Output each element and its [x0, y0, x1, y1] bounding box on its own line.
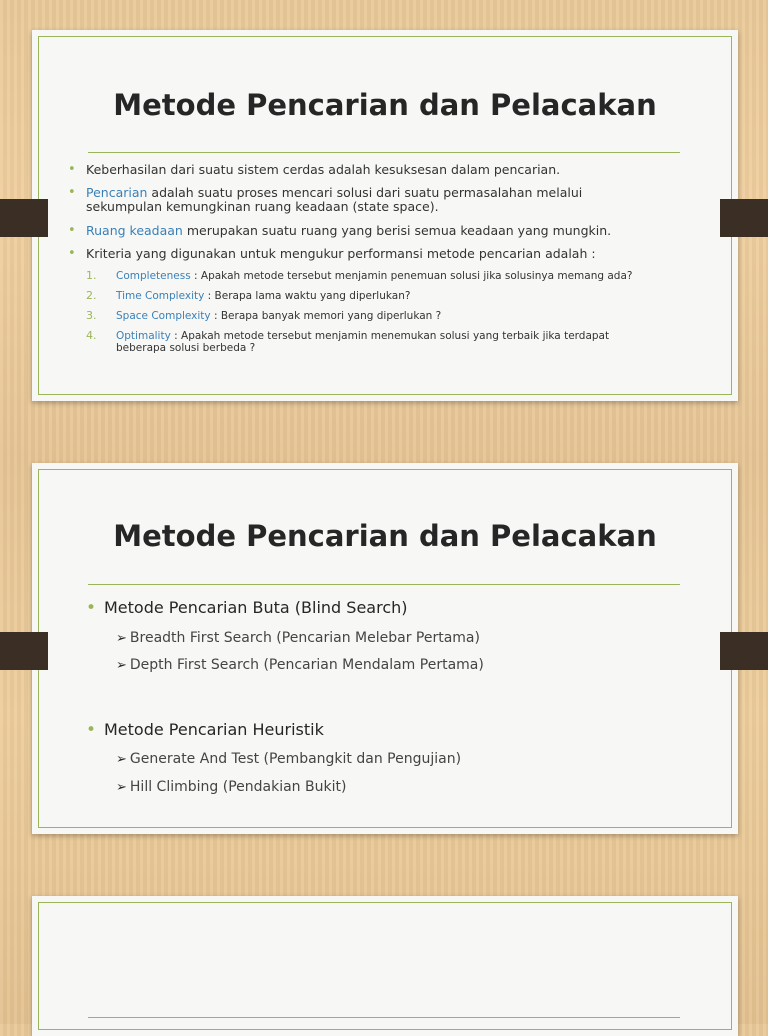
bullet-icon: •: [68, 223, 76, 238]
criteria-text: : Berapa lama waktu yang diperlukan?: [204, 290, 411, 302]
slide-3-frame: [38, 902, 732, 1030]
bullet-icon: •: [68, 162, 76, 177]
criteria-item-1: [86, 269, 642, 282]
group-heading-blind-search: • Metode Pencarian Buta (Blind Search): [86, 598, 408, 618]
criteria-term: Time Complexity: [116, 290, 205, 302]
slide-1-bullet-1: [68, 162, 656, 177]
list-item: ➢ Generate And Test (Pembangkit dan Pengujian): [116, 751, 462, 767]
criteria-term: Optimality: [116, 330, 171, 342]
list-item: ➢ Depth First Search (Pencarian Mendalam Pertama): [116, 657, 484, 673]
bullet-icon: •: [86, 598, 97, 618]
slide-1-title-rule: [88, 152, 680, 153]
criteria-term: Completeness: [116, 270, 191, 282]
criteria-number: 4.: [86, 329, 97, 342]
criteria-text: : Apakah metode tersebut menjamin penemuan solusi jika solusinya memang ada?: [190, 270, 633, 282]
bullet-text: merupakan suatu ruang yang berisi semua keadaan yang mungkin.: [182, 223, 612, 238]
slide-2[interactable]: [32, 463, 738, 834]
slide-2-title-rule: [88, 584, 680, 585]
bullet-text: Keberhasilan dari suatu sistem cerdas adalah kesuksesan dalam pencarian.: [86, 162, 561, 177]
criteria-item-4: [86, 329, 642, 354]
bullet-text: adalah suatu proses mencari solusi dari suatu permasalahan melalui sekumpulan kemungkinan ruang keadaan (state space).: [86, 185, 583, 214]
arrow-bullet-icon: ➢: [116, 752, 127, 767]
binder-clip-right: [720, 199, 768, 237]
slide-3-title-rule: [88, 1017, 680, 1018]
arrow-bullet-icon: ➢: [116, 658, 127, 673]
binder-clip-left: [0, 632, 48, 670]
criteria-item-3: [86, 309, 642, 322]
criteria-number: 1.: [86, 269, 97, 282]
criteria-item-2: [86, 289, 642, 302]
criteria-number: 3.: [86, 309, 97, 322]
slide-2-title: Metode Pencarian dan Pelacakan: [113, 519, 657, 553]
bullet-icon: •: [68, 246, 76, 261]
slide-1[interactable]: [32, 30, 738, 401]
binder-clip-right: [720, 632, 768, 670]
slide-3[interactable]: [32, 896, 738, 1036]
slide-1-bullet-2: [68, 185, 656, 214]
slide-1-title: Metode Pencarian dan Pelacakan: [113, 88, 657, 122]
arrow-bullet-icon: ➢: [116, 631, 127, 646]
bullet-text: Kriteria yang digunakan untuk mengukur performansi metode pencarian adalah :: [86, 246, 596, 261]
highlight-term: Ruang keadaan: [86, 223, 183, 238]
criteria-text: : Apakah metode tersebut menjamin menemukan solusi yang terbaik jika terdapat beberapa solusi berbeda ?: [116, 330, 610, 354]
list-item: ➢ Breadth First Search (Pencarian Melebar Pertama): [116, 630, 480, 646]
highlight-term: Pencarian: [86, 185, 148, 200]
bullet-icon: •: [68, 185, 76, 200]
criteria-text: : Berapa banyak memori yang diperlukan ?: [210, 310, 442, 322]
bullet-icon: •: [86, 720, 97, 740]
group-heading-heuristic: • Metode Pencarian Heuristik: [86, 720, 324, 740]
criteria-number: 2.: [86, 289, 97, 302]
slide-1-bullet-3: [68, 223, 656, 238]
list-item: ➢ Hill Climbing (Pendakian Bukit): [116, 779, 347, 795]
slide-1-bullet-4: [68, 246, 656, 261]
criteria-term: Space Complexity: [116, 310, 211, 322]
arrow-bullet-icon: ➢: [116, 780, 127, 795]
binder-clip-left: [0, 199, 48, 237]
